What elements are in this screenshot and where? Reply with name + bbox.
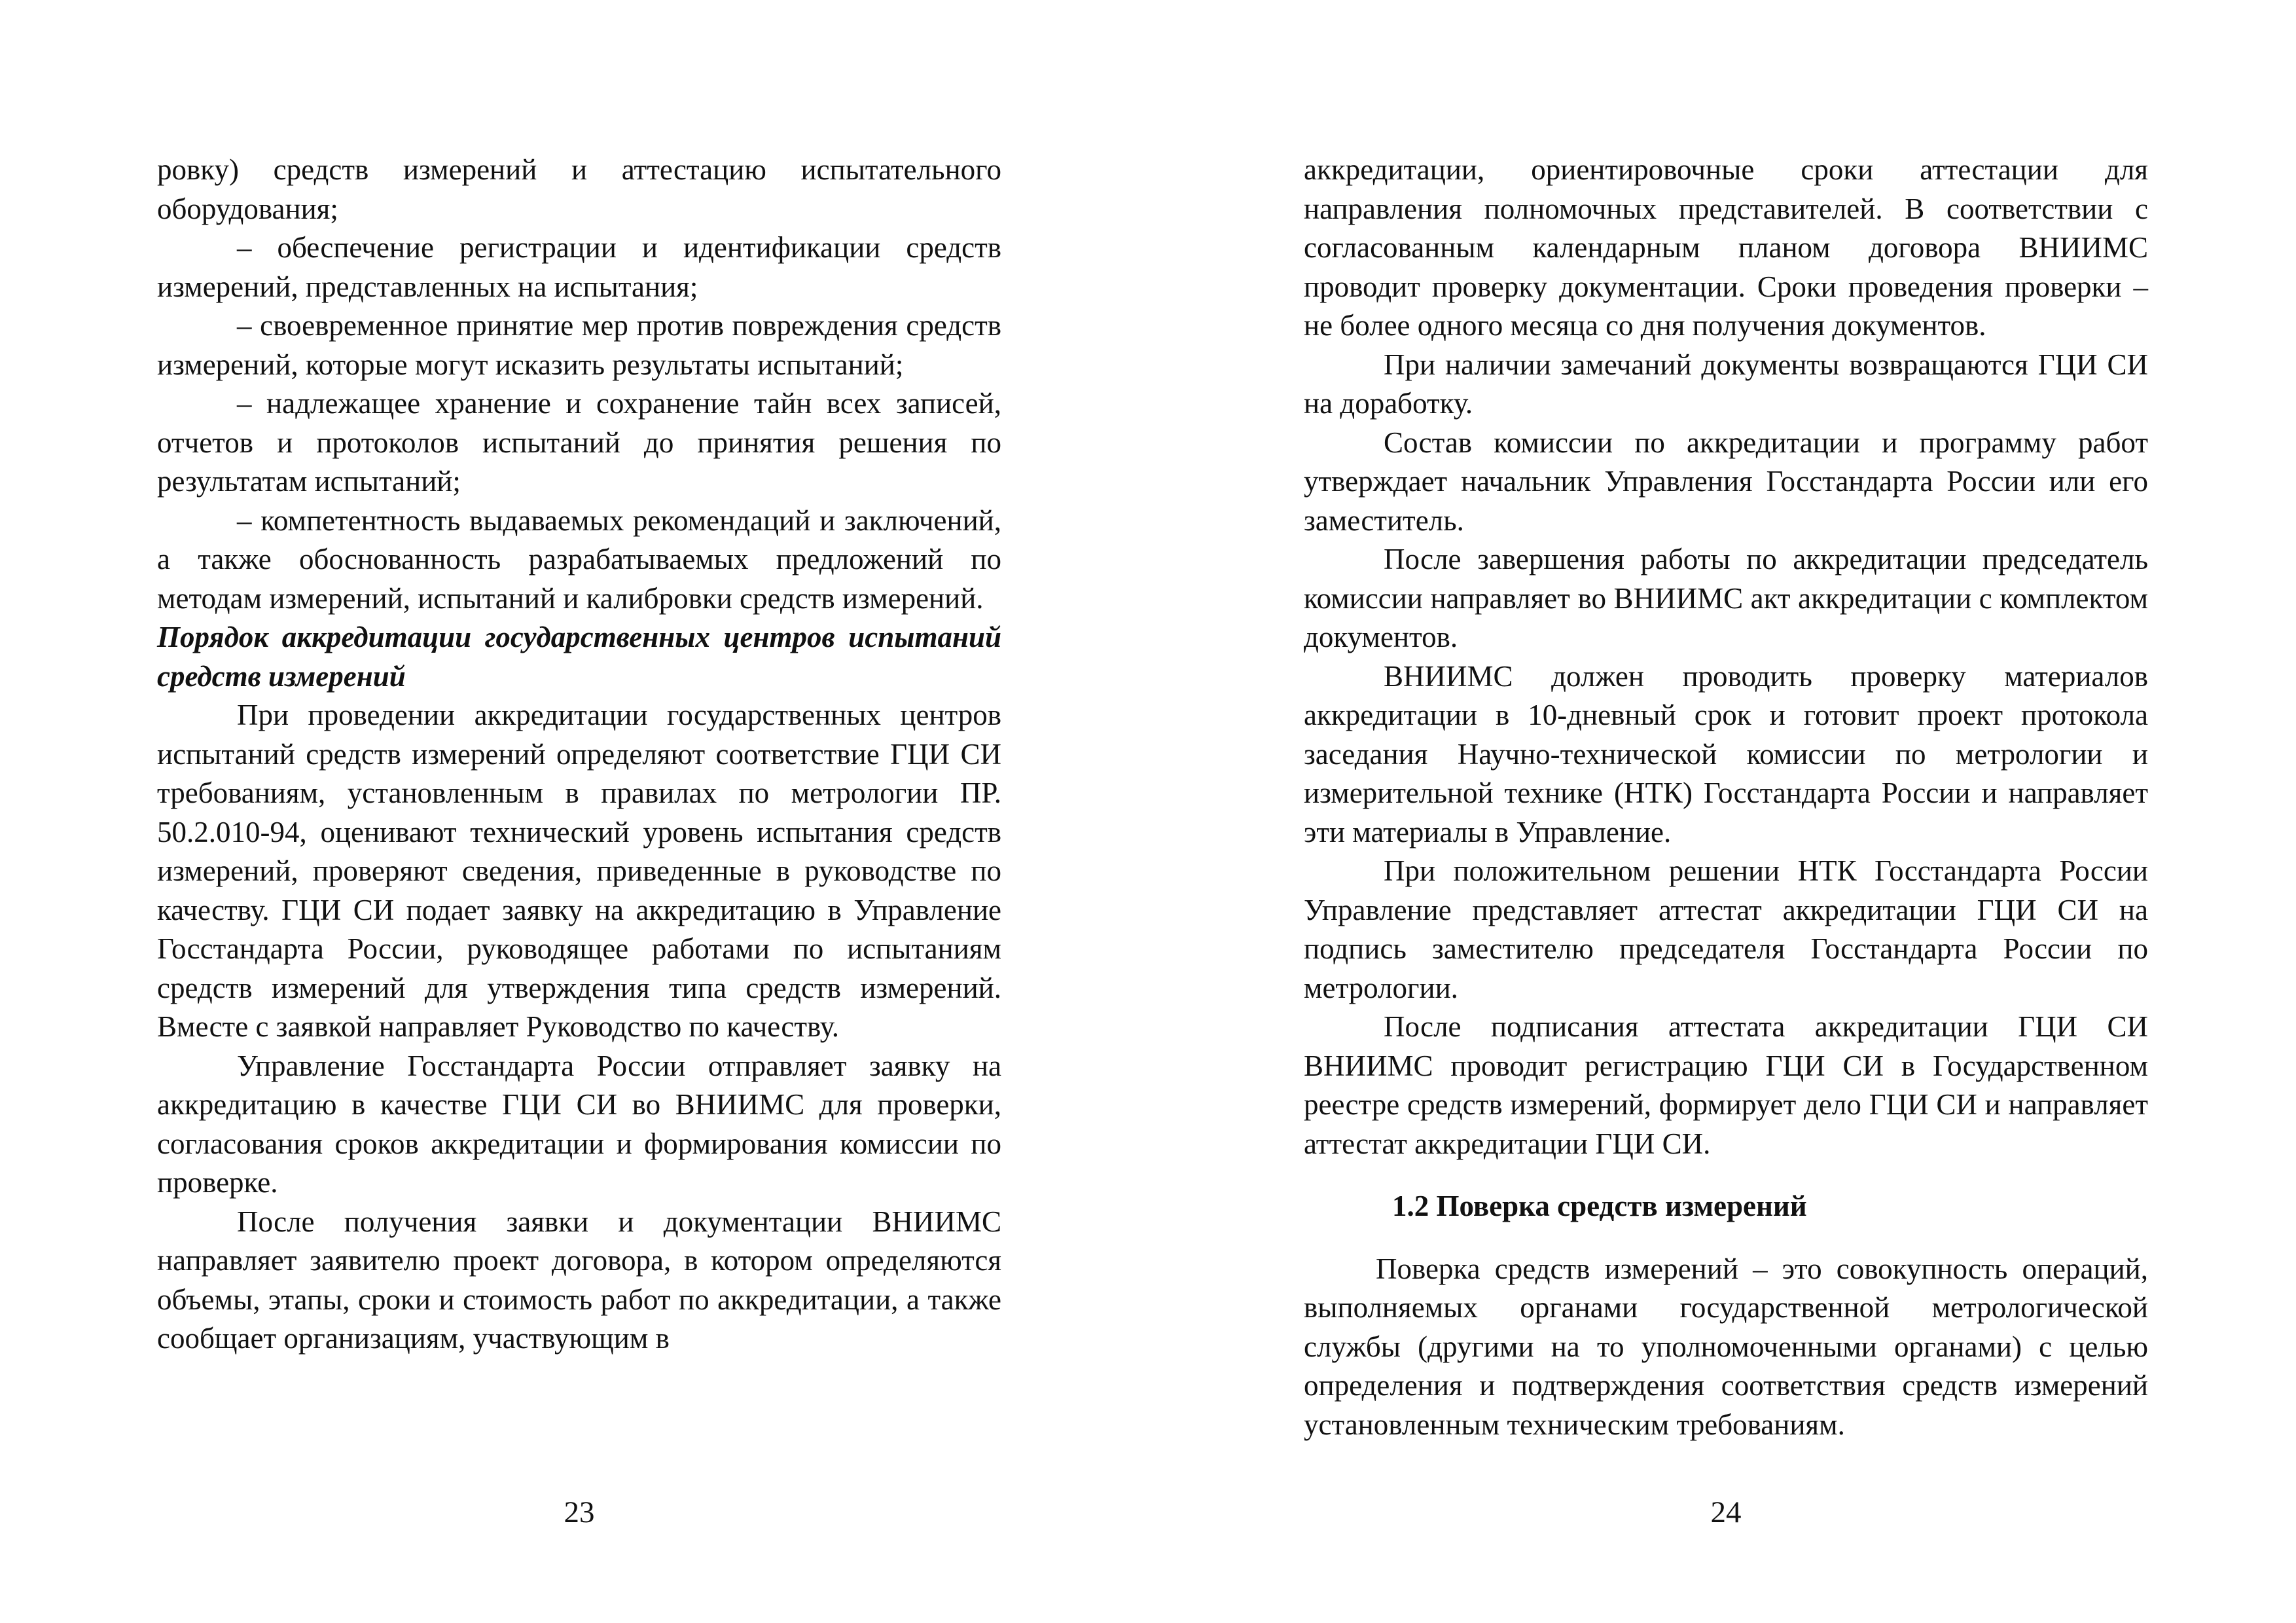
dash-list-item: – компетентность выдаваемых рекомендаций и заключений, а также обоснованность разрабатываемых предложений по методам измерений, испытаний и калибровки средств измерений. <box>157 503 1001 615</box>
dash-list-item: – надлежащее хранение и сохранение тайн всех записей, отчетов и протоколов испытаний до принятия решения по результатам испытаний; <box>157 387 1001 498</box>
paragraph: ровку) средств измерений и аттестацию испытательного оборудования; <box>157 153 1001 225</box>
left-page <box>157 151 1001 1558</box>
page-number: 23 <box>564 1495 595 1529</box>
dash-list-item: – своевременное принятие мер против повреждения средств измерений, которые могут исказить результаты испытаний; <box>157 309 1001 381</box>
paragraph: При наличии замечаний документы возвращаются ГЦИ СИ на доработку. <box>1304 348 2148 420</box>
paragraph: Управление Госстандарта России отправляет заявку на аккредитацию в качестве ГЦИ СИ во ВНИИМС для проверки, согласования сроков аккредитации и формирования комиссии по проверке. <box>157 1049 1001 1199</box>
left-page-body <box>157 151 1001 1359</box>
paragraph: аккредитации, ориентировочные сроки аттестации для направления полномочных представителей. В соответствии с согласованным календарным планом договора ВНИИМС проводит проверку документации. Сроки проведения проверки – не более одного месяца со дня получения документов. <box>1304 153 2148 342</box>
subsection-heading: 1.2 Поверка средств измерений <box>1392 1190 1807 1222</box>
paragraph: Состав комиссии по аккредитации и программу работ утверждает начальник Управления Госстандарта России или его заместитель. <box>1304 426 2148 537</box>
paragraph: После получения заявки и документации ВНИИМС направляет заявителю проект договора, в котором определяются объемы, этапы, сроки и стоимость работ по аккредитации, а также сообщает организациям, участвующим в <box>157 1205 1001 1355</box>
paragraph: После подписания аттестата аккредитации ГЦИ СИ ВНИИМС проводит регистрацию ГЦИ СИ в Государственном реестре средств измерений, формирует дело ГЦИ СИ и направляет аттестат аккредитации ГЦИ СИ. <box>1304 1010 2148 1160</box>
right-page-body <box>1304 151 2148 1444</box>
paragraph: При проведении аккредитации государственных центров испытаний средств измерений определяют соответствие ГЦИ СИ требованиям, установленным в правилах по метрологии ПР. 50.2.010-94, оценивают технический уровень испытания средств измерений, проверяют сведения, приведенные в руководстве по качеству. ГЦИ СИ подает заявку на аккредитацию в Управление Госстандарта России, руководящее работами по испытаниям средств измерений для утверждения типа средств измерений. Вместе с заявкой направляет Руководство по качеству. <box>157 699 1001 1043</box>
page-number: 24 <box>1710 1495 1742 1529</box>
paragraph: После завершения работы по аккредитации председатель комиссии направляет во ВНИИМС акт аккредитации с комплектом документов. <box>1304 543 2148 653</box>
dash-list-item: – обеспечение регистрации и идентификации средств измерений, представленных на испытания; <box>157 231 1001 303</box>
paragraph: При положительном решении НТК Госстандарта России Управление представляет аттестат аккредитации ГЦИ СИ на подпись заместителю председателя Госстандарта России по метрологии. <box>1304 854 2148 1004</box>
right-page <box>1304 151 2148 1558</box>
section-heading: Порядок аккредитации государственных центров испытаний средств измерений <box>157 621 1001 693</box>
paragraph: ВНИИМС должен проводить проверку материалов аккредитации в 10-дневный срок и готовит проект протокола заседания Научно-технической комиссии по метрологии и измерительной технике (НТК) Госстандарта России и направляет эти материалы в Управление. <box>1304 659 2148 848</box>
paragraph: Поверка средств измерений – это совокупность операций, выполняемых органами государственной метрологической службы (другими на то уполномоченными органами) с целью определения и подтверждения соответствия средств измерений установленным техническим требованиям. <box>1304 1252 2148 1441</box>
